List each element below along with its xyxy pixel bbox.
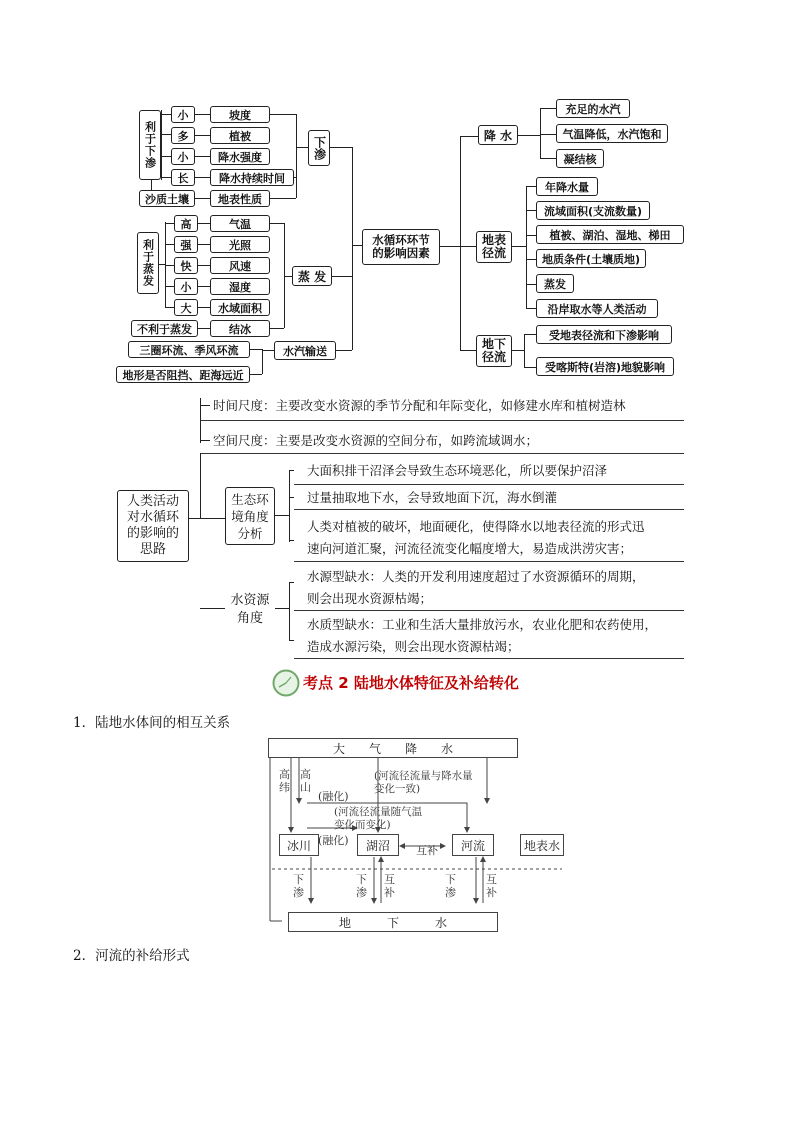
section-title: 考点 2 陆地水体特征及补给转化	[303, 674, 519, 692]
clock-icon	[272, 669, 300, 697]
evap-factor-5: 水域面积	[210, 299, 270, 316]
time-scale: 时间尺度：主要改变水资源的季节分配和年际变化，如修建水库和植树造林	[213, 398, 626, 413]
runoff-item-3: 植被、湖泊、湿地、梯田	[536, 225, 684, 244]
infiltrate-side-box	[139, 110, 161, 180]
infiltrate-label-text: 下渗	[312, 136, 327, 160]
res-item-2	[307, 614, 692, 658]
infil-soil-factor: 地表性质	[210, 190, 270, 207]
human-root-text: 人类活动对水循环的影响的思路	[126, 494, 179, 557]
space-scale: 空间尺度：主要是改变水资源的空间分布，如跨流域调水；	[213, 433, 539, 448]
infil-factor-2: 植被	[210, 127, 270, 144]
label-infil-1: 下渗	[293, 873, 304, 899]
groundwater-box: 地 下 水	[288, 912, 498, 932]
infil-factor-1: 坡度	[210, 106, 270, 123]
infil-level-1: 小	[171, 106, 195, 123]
runoff-item-1: 年降水量	[536, 177, 598, 196]
label-high-lat: 高纬	[279, 768, 290, 794]
infiltrate-side-text: 利于下渗	[143, 121, 157, 169]
evap-neg: 不利于蒸发	[131, 320, 198, 337]
evap-label: 蒸 发	[292, 266, 332, 286]
evap-factor-1: 气温	[210, 215, 270, 232]
res-item-2-line-2: 造成水源污染，则会出现水资源枯竭；	[307, 639, 520, 654]
infiltrate-label	[308, 130, 330, 166]
eco-item-2	[307, 487, 687, 509]
infil-level-2: 多	[171, 127, 195, 144]
label-high-mt: 高山	[300, 768, 311, 794]
vapor-label: 水汽输送	[274, 341, 336, 360]
evap-neg-factor: 结冰	[210, 320, 270, 337]
human-root	[117, 490, 189, 562]
surface-water-box: 地表水	[520, 834, 564, 856]
res-item-1-line-2: 则会出现水资源枯竭；	[307, 591, 433, 606]
glacier-box: 冰川	[279, 834, 319, 856]
item-1-heading: 1．陆地水体间的相互关系	[73, 715, 231, 731]
river-box: 河流	[452, 834, 494, 856]
label-melt-2: (融化)	[318, 834, 349, 847]
evap-factor-2: 光照	[210, 236, 270, 253]
precip-item-1: 充足的水汽	[556, 99, 630, 118]
evap-level-1: 高	[174, 215, 198, 232]
eco-item-3-line-1: 人类对植被的破坏，地面硬化，使得降水以地表径流的形式迅	[307, 519, 645, 534]
res-item-2-line-1: 水质型缺水：工业和生活大量排放污水，农业化肥和农药使用，	[307, 617, 658, 632]
evap-side-text: 利于蒸发	[141, 239, 155, 287]
eco-item-3-line-2: 速向河道汇聚，河流径流变化幅度增大，易造成洪涝灾害；	[307, 541, 633, 556]
ground-label-text: 地下径流	[481, 337, 506, 364]
vapor-cause-2: 地形是否阻挡、距海远近	[116, 366, 250, 383]
label-exchange-2: 互补	[486, 873, 497, 899]
runoff-item-2: 流域面积(支流数量)	[536, 201, 650, 220]
evap-level-4: 小	[174, 278, 198, 295]
runoff-item-5: 蒸发	[536, 274, 574, 293]
res-label-text: 水资源角度	[230, 593, 270, 626]
ground-label	[476, 335, 512, 367]
res-item-1	[307, 566, 692, 610]
eco-label-text: 生态环境角度分析	[231, 491, 269, 541]
evap-level-3: 快	[174, 257, 198, 274]
infil-soil: 沙质土壤	[139, 190, 195, 207]
evap-factor-3: 风速	[210, 257, 270, 274]
label-exchange-1: 互补	[384, 873, 395, 899]
precip-item-2: 气温降低，水汽饱和	[556, 124, 668, 143]
infil-factor-4: 降水持续时间	[210, 169, 294, 186]
vapor-cause-1: 三圈环流、季风环流	[128, 341, 250, 358]
eco-item-1	[307, 460, 687, 482]
eco-item-1-line: 大面积排干沼泽会导致生态环境恶化，所以要保护沼泽	[307, 463, 608, 478]
ground-item-1: 受地表径流和下渗影响	[536, 325, 672, 344]
precip-label: 降 水	[478, 125, 518, 145]
label-infil-3: 下渗	[445, 873, 456, 899]
evap-side-box	[137, 232, 159, 294]
evap-level-2: 强	[174, 236, 198, 253]
infil-level-4: 长	[171, 169, 195, 186]
center-node	[362, 229, 440, 265]
label-melt-1: (融化)	[318, 790, 349, 803]
center-node-text: 水循环环节的影响因素	[372, 233, 430, 260]
evap-level-5: 大	[174, 299, 198, 316]
runoff-label-text: 地表径流	[481, 233, 506, 260]
eco-label	[225, 487, 275, 545]
infil-level-3: 小	[171, 148, 195, 165]
eco-item-3	[307, 516, 692, 560]
item-2-heading: 2．河流的补给形式	[73, 948, 190, 964]
eco-item-2-line: 过量抽取地下水，会导致地面下沉，海水倒灌	[307, 490, 558, 505]
label-note-mid: (河流径流量随气温变化而变化)	[334, 806, 423, 831]
precip-item-3: 凝结核	[556, 149, 604, 168]
infil-factor-3: 降水强度	[210, 148, 270, 165]
runoff-item-4: 地质条件(土壤质地)	[536, 249, 646, 268]
res-item-1-line-1: 水源型缺水：人类的开发利用速度超过了水资源循环的周期，	[307, 569, 645, 584]
precipitation-box: 大 气 降 水	[268, 738, 518, 758]
lake-box: 湖沼	[357, 834, 399, 856]
res-label	[225, 590, 275, 630]
evap-factor-4: 湿度	[210, 278, 270, 295]
label-mutual: 互补	[416, 844, 438, 857]
runoff-label	[476, 231, 512, 263]
label-note-top: (河流径流量与降水量变化一致)	[374, 770, 473, 795]
label-infil-2: 下渗	[356, 873, 367, 899]
ground-item-2: 受喀斯特(岩溶)地貌影响	[536, 357, 674, 376]
runoff-item-6: 沿岸取水等人类活动	[536, 299, 658, 318]
